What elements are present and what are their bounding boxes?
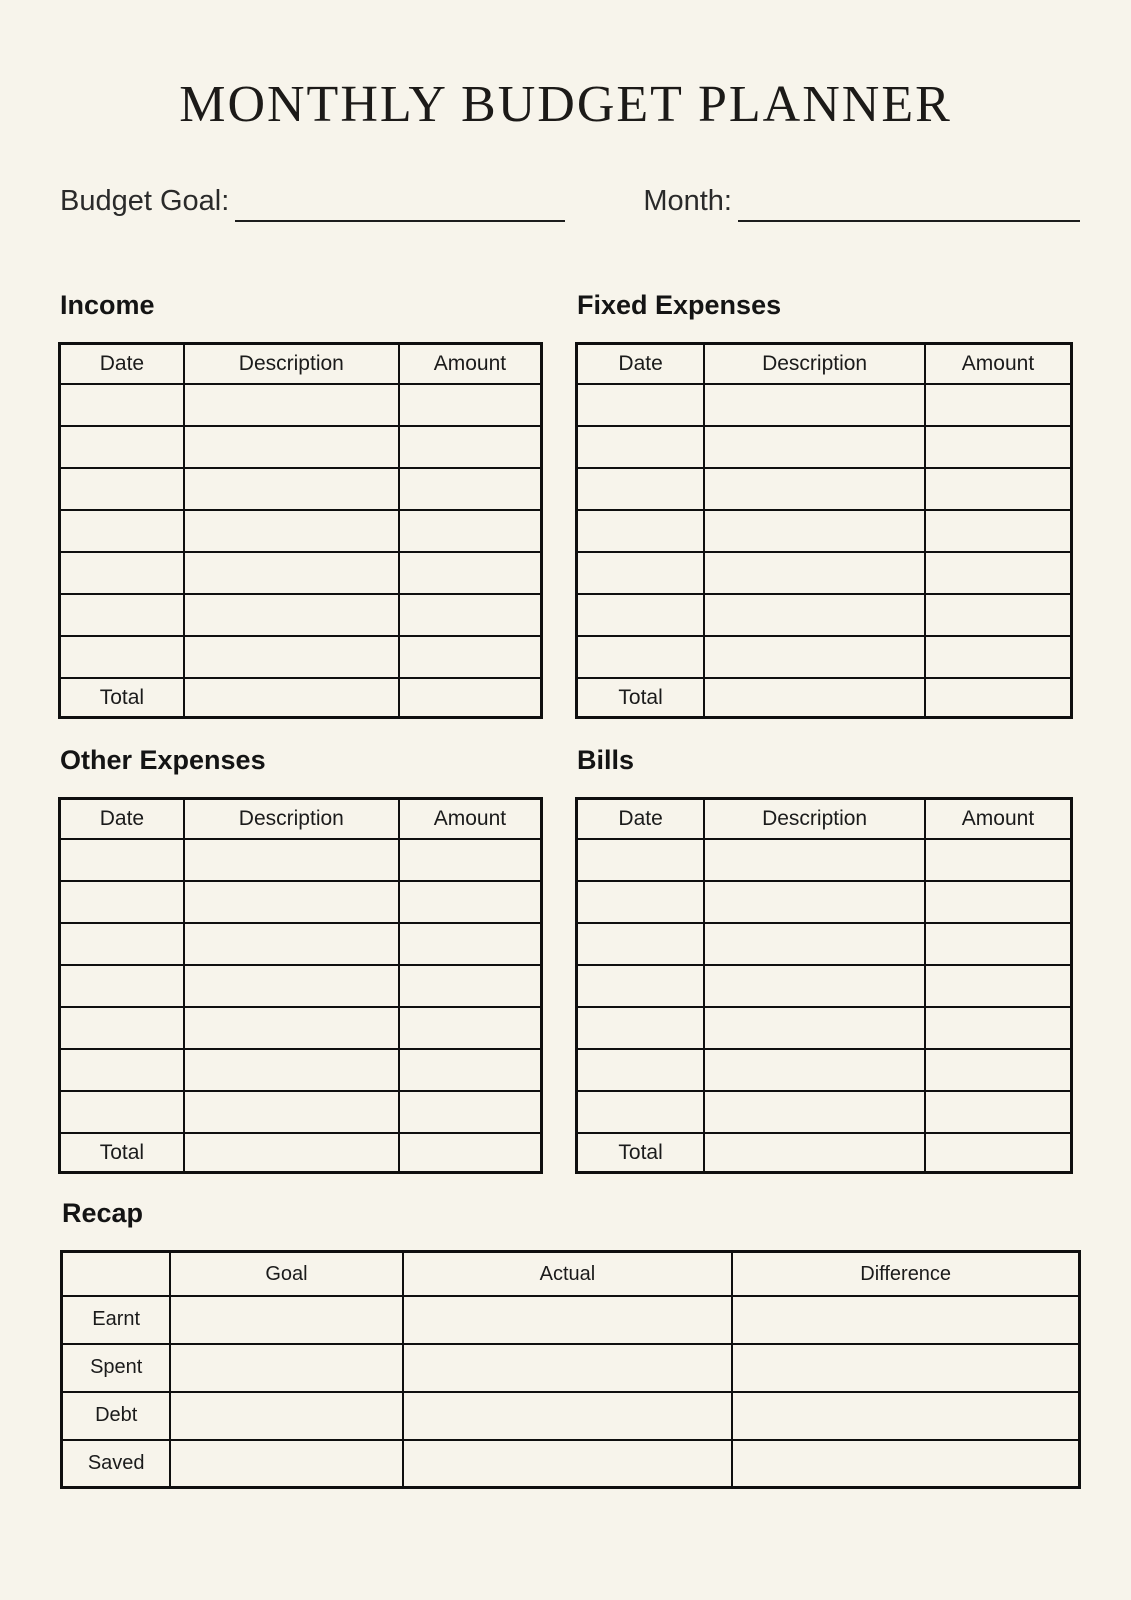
empty-cell[interactable] [399,1007,542,1049]
section-heading-fixed-expenses: Fixed Expenses [577,290,782,321]
empty-cell[interactable] [60,510,184,552]
empty-cell[interactable] [925,923,1072,965]
empty-cell[interactable] [399,426,542,468]
empty-cell[interactable] [60,923,184,965]
col-header-date: Date [60,344,184,384]
empty-cell[interactable] [184,839,399,881]
empty-cell[interactable] [60,594,184,636]
budget-goal-field [60,184,565,218]
table-row [60,881,542,923]
fixed-expenses-table [575,342,1073,719]
empty-cell[interactable] [184,923,399,965]
table-row [60,923,542,965]
table-row [577,1049,1072,1091]
empty-cell[interactable] [184,1091,399,1133]
budget-goal-input-line[interactable] [235,196,565,222]
recap-row-label: Debt [62,1392,171,1440]
tables-grid [58,290,1073,1174]
recap-corner-cell [62,1252,171,1296]
header-fields-row [60,184,1080,218]
total-row [60,678,542,718]
recap-value-cell[interactable] [732,1440,1079,1488]
section-other-expenses [58,745,543,1174]
empty-cell[interactable] [704,552,925,594]
col-header-description: Description [704,799,925,839]
empty-cell[interactable] [577,1091,705,1133]
empty-cell[interactable] [577,510,705,552]
total-description-cell[interactable] [184,678,399,718]
recap-col-header-difference: Difference [732,1252,1079,1296]
empty-cell[interactable] [60,839,184,881]
total-row [60,1133,542,1173]
table-row [60,1049,542,1091]
recap-value-cell[interactable] [170,1296,402,1344]
recap-value-cell[interactable] [732,1392,1079,1440]
recap-row-debt [62,1392,1080,1440]
table-row [60,1007,542,1049]
empty-cell[interactable] [60,552,184,594]
section-heading-recap: Recap [62,1198,144,1229]
col-header-amount: Amount [399,344,542,384]
total-amount-cell[interactable] [399,678,542,718]
total-amount-cell[interactable] [925,1133,1072,1173]
empty-cell[interactable] [577,384,705,426]
table-row [577,384,1072,426]
empty-cell[interactable] [184,468,399,510]
empty-cell[interactable] [577,923,705,965]
empty-cell[interactable] [60,384,184,426]
income-table [58,342,543,719]
empty-cell[interactable] [577,965,705,1007]
empty-cell[interactable] [704,426,925,468]
total-row [577,1133,1072,1173]
empty-cell[interactable] [925,426,1072,468]
table-header-row [60,344,542,384]
empty-cell[interactable] [577,636,705,678]
empty-cell[interactable] [704,384,925,426]
empty-cell[interactable] [925,552,1072,594]
table-row [60,426,542,468]
total-description-cell[interactable] [704,1133,925,1173]
empty-cell[interactable] [60,468,184,510]
col-header-description: Description [184,799,399,839]
recap-row-label: Earnt [62,1296,171,1344]
col-header-date: Date [577,799,705,839]
empty-cell[interactable] [577,1007,705,1049]
empty-cell[interactable] [925,594,1072,636]
recap-value-cell[interactable] [170,1344,402,1392]
empty-cell[interactable] [704,923,925,965]
empty-cell[interactable] [399,510,542,552]
recap-value-cell[interactable] [403,1344,733,1392]
section-recap [60,1198,1081,1489]
empty-cell[interactable] [704,594,925,636]
empty-cell[interactable] [704,510,925,552]
other-expenses-table [58,797,543,1174]
table-row [60,636,542,678]
table-row [60,1091,542,1133]
empty-cell[interactable] [184,1049,399,1091]
section-fixed-expenses [575,290,1073,719]
total-row [577,678,1072,718]
empty-cell[interactable] [577,881,705,923]
empty-cell[interactable] [184,965,399,1007]
empty-cell[interactable] [184,552,399,594]
page-title: MONTHLY BUDGET PLANNER [179,76,952,133]
recap-value-cell[interactable] [170,1440,402,1488]
bills-table [575,797,1073,1174]
total-label-cell: Total [60,1133,184,1173]
empty-cell[interactable] [184,510,399,552]
table-row [577,1091,1072,1133]
total-description-cell[interactable] [704,678,925,718]
empty-cell[interactable] [184,384,399,426]
empty-cell[interactable] [399,384,542,426]
empty-cell[interactable] [925,1091,1072,1133]
empty-cell[interactable] [925,384,1072,426]
empty-cell[interactable] [704,839,925,881]
empty-cell[interactable] [704,468,925,510]
empty-cell[interactable] [184,1007,399,1049]
table-row [577,839,1072,881]
recap-row-label: Spent [62,1344,171,1392]
table-row [60,384,542,426]
recap-row-label: Saved [62,1440,171,1488]
empty-cell[interactable] [399,636,542,678]
empty-cell[interactable] [184,426,399,468]
empty-cell[interactable] [60,636,184,678]
recap-value-cell[interactable] [732,1296,1079,1344]
table-row [60,468,542,510]
empty-cell[interactable] [577,839,705,881]
recap-header-row [62,1252,1080,1296]
recap-value-cell[interactable] [403,1440,733,1488]
empty-cell[interactable] [399,468,542,510]
empty-cell[interactable] [925,468,1072,510]
table-row [577,510,1072,552]
recap-value-cell[interactable] [403,1392,733,1440]
empty-cell[interactable] [399,923,542,965]
recap-row-saved [62,1440,1080,1488]
table-header-row [577,344,1072,384]
month-input-line[interactable] [738,196,1080,222]
total-amount-cell[interactable] [399,1133,542,1173]
total-amount-cell[interactable] [925,678,1072,718]
empty-cell[interactable] [577,552,705,594]
empty-cell[interactable] [184,636,399,678]
empty-cell[interactable] [60,1007,184,1049]
empty-cell[interactable] [704,1091,925,1133]
empty-cell[interactable] [60,965,184,1007]
table-row [577,552,1072,594]
table-row [577,636,1072,678]
total-description-cell[interactable] [184,1133,399,1173]
recap-table [60,1250,1081,1489]
table-row [60,594,542,636]
empty-cell[interactable] [399,839,542,881]
empty-cell[interactable] [925,1049,1072,1091]
empty-cell[interactable] [704,965,925,1007]
total-label-cell: Total [577,1133,705,1173]
table-row [577,594,1072,636]
empty-cell[interactable] [399,1091,542,1133]
table-row [577,881,1072,923]
empty-cell[interactable] [399,965,542,1007]
table-row [577,468,1072,510]
table-header-row [60,799,542,839]
section-heading-income: Income [60,290,155,321]
total-label-cell: Total [60,678,184,718]
col-header-amount: Amount [399,799,542,839]
recap-col-header-goal: Goal [170,1252,402,1296]
empty-cell[interactable] [704,636,925,678]
recap-col-header-actual: Actual [403,1252,733,1296]
table-row [577,923,1072,965]
total-label-cell: Total [577,678,705,718]
recap-value-cell[interactable] [732,1344,1079,1392]
empty-cell[interactable] [577,426,705,468]
empty-cell[interactable] [925,636,1072,678]
month-field [643,184,1080,218]
empty-cell[interactable] [704,1049,925,1091]
table-row [577,1007,1072,1049]
recap-value-cell[interactable] [403,1296,733,1344]
section-heading-other-expenses: Other Expenses [60,745,266,776]
empty-cell[interactable] [60,881,184,923]
table-row [577,426,1072,468]
empty-cell[interactable] [60,1091,184,1133]
section-heading-bills: Bills [577,745,635,776]
empty-cell[interactable] [704,1007,925,1049]
recap-row-earnt [62,1296,1080,1344]
col-header-description: Description [704,344,925,384]
empty-cell[interactable] [399,552,542,594]
col-header-amount: Amount [925,344,1072,384]
empty-cell[interactable] [925,1007,1072,1049]
empty-cell[interactable] [925,839,1072,881]
empty-cell[interactable] [184,881,399,923]
empty-cell[interactable] [925,510,1072,552]
table-header-row [577,799,1072,839]
empty-cell[interactable] [399,1049,542,1091]
empty-cell[interactable] [577,1049,705,1091]
col-header-date: Date [577,344,705,384]
empty-cell[interactable] [399,594,542,636]
empty-cell[interactable] [60,1049,184,1091]
recap-value-cell[interactable] [170,1392,402,1440]
empty-cell[interactable] [704,881,925,923]
table-row [60,839,542,881]
recap-row-spent [62,1344,1080,1392]
section-income [58,290,543,719]
empty-cell[interactable] [577,468,705,510]
section-bills [575,745,1073,1174]
table-row [60,552,542,594]
col-header-description: Description [184,344,399,384]
month-label: Month: [643,185,732,218]
empty-cell[interactable] [925,965,1072,1007]
empty-cell[interactable] [60,426,184,468]
empty-cell[interactable] [925,881,1072,923]
empty-cell[interactable] [184,594,399,636]
table-row [60,510,542,552]
budget-goal-label: Budget Goal: [60,185,230,218]
table-row [577,965,1072,1007]
empty-cell[interactable] [577,594,705,636]
empty-cell[interactable] [399,881,542,923]
table-row [60,965,542,1007]
col-header-date: Date [60,799,184,839]
col-header-amount: Amount [925,799,1072,839]
